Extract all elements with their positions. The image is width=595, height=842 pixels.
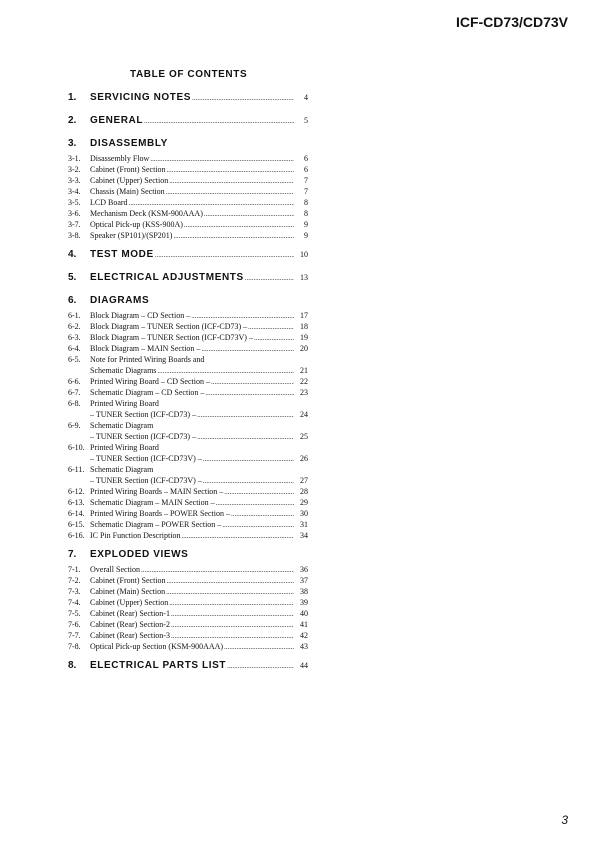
entry-title: Schematic Diagram – MAIN Section – [90,498,215,507]
entry-page: 6 [304,165,308,174]
entry-title: Block Diagram – TUNER Section (ICF-CD73) – [90,322,248,331]
entry-title: Schematic Diagram – CD Section – [90,388,205,397]
section-items [68,310,308,541]
entry-title: – TUNER Section (ICF-CD73) – [90,432,197,441]
leader-dots [157,367,294,375]
entry-number: 7-3. [68,587,81,596]
entry-page: 42 [300,631,308,640]
toc-section [68,138,308,241]
leader-dots [201,345,294,353]
toc-title: TABLE OF CONTENTS [130,69,248,80]
leader-dots [150,155,294,163]
toc-entry[interactable] [68,586,308,597]
toc-section [68,295,308,541]
entry-page: 37 [300,576,308,585]
toc-entry[interactable] [68,608,308,619]
entry-page: 23 [300,388,308,397]
section-page: 4 [304,93,308,102]
entry-page: 9 [304,231,308,240]
section-number: 6. [68,295,77,306]
entry-title: – TUNER Section (ICF-CD73) – [90,410,197,419]
entry-page: 27 [300,476,308,485]
leader-dots [227,662,294,670]
leader-dots [141,566,294,574]
leader-dots [231,510,294,518]
toc-entry[interactable] [68,475,308,486]
section-page: 5 [304,116,308,125]
toc-entry[interactable] [68,630,308,641]
entry-number: 7-4. [68,598,81,607]
entry-number: 6-13. [68,498,85,507]
section-heading[interactable] [68,92,308,107]
section-page: 44 [300,661,308,670]
leader-dots [197,433,294,441]
entry-number: 6-12. [68,487,85,496]
entry-number: 7-2. [68,576,81,585]
entry-title: Cabinet (Upper) Section [90,598,169,607]
entry-page: 17 [300,311,308,320]
model-header: ICF-CD73/CD73V [455,14,568,30]
section-title: DISASSEMBLY [90,138,168,149]
leader-dots [166,188,294,196]
leader-dots [155,251,294,259]
entry-page: 7 [304,176,308,185]
leader-dots [129,199,294,207]
entry-title: Block Diagram – TUNER Section (ICF-CD73V) – [90,333,253,342]
entry-title: Mechanism Deck (KSM-900AAA) [90,209,203,218]
entry-page: 30 [300,509,308,518]
entry-page: 26 [300,454,308,463]
section-title: SERVICING NOTES [90,92,192,103]
entry-page: 8 [304,198,308,207]
toc-entry[interactable] [68,332,308,343]
entry-title: Schematic Diagram – POWER Section – [90,520,222,529]
toc-entry[interactable] [68,409,308,420]
leader-dots [191,312,294,320]
entry-page: 9 [304,220,308,229]
toc-entry[interactable] [68,597,308,608]
toc-entry[interactable] [68,321,308,332]
entry-page: 8 [304,209,308,218]
toc-entry[interactable] [68,464,308,475]
toc-entry[interactable] [68,230,308,241]
leader-dots [167,577,294,585]
toc-entry[interactable] [68,519,308,530]
toc-entry[interactable] [68,508,308,519]
entry-title: Cabinet (Front) Section [90,576,166,585]
entry-title: Block Diagram – MAIN Section – [90,344,201,353]
entry-title: Cabinet (Rear) Section-1 [90,609,170,618]
entry-number: 6-8. [68,399,81,408]
leader-dots [203,477,294,485]
section-title: ELECTRICAL PARTS LIST [90,660,227,671]
entry-page: 38 [300,587,308,596]
toc-entry[interactable] [68,431,308,442]
section-title: EXPLODED VIEWS [90,549,189,560]
entry-title: Printed Wiring Boards – MAIN Section – [90,487,224,496]
entry-number: 6-5. [68,355,81,364]
section-heading[interactable] [68,138,308,153]
entry-title: Cabinet (Upper) Section [90,176,169,185]
entry-page: 20 [300,344,308,353]
entry-title: Printed Wiring Board [90,399,159,408]
entry-number: 6-7. [68,388,81,397]
entry-number: 6-15. [68,520,85,529]
leader-dots [211,378,294,386]
entry-page: 25 [300,432,308,441]
section-title: TEST MODE [90,249,154,260]
page-number: 3 [561,813,568,827]
entry-title: Speaker (SP101)/(SP201) [90,231,173,240]
toc-section [68,249,308,264]
entry-number: 6-3. [68,333,81,342]
entry-page: 43 [300,642,308,651]
entry-number: 6-6. [68,377,81,386]
entry-title: IC Pin Function Description [90,531,181,540]
section-title: ELECTRICAL ADJUSTMENTS [90,272,244,283]
toc-entry[interactable] [68,197,308,208]
leader-dots [204,210,294,218]
entry-number: 6-1. [68,311,81,320]
toc-entry[interactable] [68,219,308,230]
leader-dots [181,532,294,540]
toc-section [68,115,308,130]
leader-dots [203,455,294,463]
entry-number: 7-6. [68,620,81,629]
entry-number: 3-5. [68,198,81,207]
entry-page: 7 [304,187,308,196]
toc-entry[interactable] [68,153,308,164]
entry-title: – TUNER Section (ICF-CD73V) – [90,476,202,485]
entry-number: 3-6. [68,209,81,218]
entry-page: 39 [300,598,308,607]
entry-page: 36 [300,565,308,574]
section-heading[interactable] [68,249,308,264]
toc-entry[interactable] [68,530,308,541]
table-of-contents [68,92,308,683]
toc-entry[interactable] [68,420,308,431]
leader-dots [216,499,294,507]
toc-entry[interactable] [68,343,308,354]
entry-title: Overall Section [90,565,140,574]
entry-number: 7-8. [68,642,81,651]
entry-number: 3-4. [68,187,81,196]
entry-title: Printed Wiring Board – CD Section – [90,377,210,386]
leader-dots [197,411,294,419]
entry-page: 18 [300,322,308,331]
entry-page: 41 [300,620,308,629]
entry-number: 6-10. [68,443,85,452]
toc-entry[interactable] [68,564,308,575]
entry-title: Cabinet (Rear) Section-3 [90,631,170,640]
entry-title: Chassis (Main) Section [90,187,165,196]
leader-dots [224,643,294,651]
toc-entry[interactable] [68,575,308,586]
entry-page: 22 [300,377,308,386]
section-number: 7. [68,549,77,560]
toc-entry[interactable] [68,365,308,376]
entry-number: 7-5. [68,609,81,618]
section-number: 3. [68,138,77,149]
entry-number: 3-2. [68,165,81,174]
section-number: 1. [68,92,77,103]
entry-title: Cabinet (Front) Section [90,165,166,174]
toc-entry[interactable] [68,442,308,453]
entry-number: 6-14. [68,509,85,518]
toc-entry[interactable] [68,164,308,175]
section-heading[interactable] [68,660,308,675]
toc-entry[interactable] [68,354,308,365]
entry-number: 3-1. [68,154,81,163]
entry-number: 6-11. [68,465,85,474]
toc-entry[interactable] [68,619,308,630]
leader-dots [171,632,294,640]
entry-number: 6-9. [68,421,81,430]
toc-entry[interactable] [68,387,308,398]
leader-dots [184,221,294,229]
toc-section [68,92,308,107]
section-title: DIAGRAMS [90,295,150,306]
leader-dots [192,94,294,102]
section-heading[interactable] [68,549,308,564]
toc-entry[interactable] [68,186,308,197]
entry-title: Block Diagram – CD Section – [90,311,191,320]
toc-entry[interactable] [68,497,308,508]
section-number: 4. [68,249,77,260]
section-title: GENERAL [90,115,144,126]
leader-dots [173,232,294,240]
entry-title: Schematic Diagrams [90,366,157,375]
leader-dots [224,488,294,496]
entry-title: – TUNER Section (ICF-CD73V) – [90,454,202,463]
section-page: 13 [300,273,308,282]
section-page: 10 [300,250,308,259]
entry-page: 40 [300,609,308,618]
toc-entry[interactable] [68,175,308,186]
toc-entry[interactable] [68,453,308,464]
leader-dots [254,334,294,342]
toc-section [68,272,308,287]
entry-page: 31 [300,520,308,529]
leader-dots [167,166,294,174]
leader-dots [144,117,294,125]
entry-number: 7-1. [68,565,81,574]
section-items [68,153,308,241]
entry-number: 7-7. [68,631,81,640]
entry-page: 21 [300,366,308,375]
entry-title: Printed Wiring Boards – POWER Section – [90,509,230,518]
entry-page: 6 [304,154,308,163]
section-number: 5. [68,272,77,283]
section-number: 8. [68,660,77,671]
entry-title: Schematic Diagram [90,465,154,474]
leader-dots [205,389,294,397]
entry-page: 28 [300,487,308,496]
leader-dots [169,599,294,607]
section-heading[interactable] [68,272,308,287]
leader-dots [166,588,294,596]
entry-number: 6-4. [68,344,81,353]
toc-entry[interactable] [68,310,308,321]
toc-entry[interactable] [68,486,308,497]
toc-section [68,549,308,652]
entry-number: 6-2. [68,322,81,331]
entry-number: 3-3. [68,176,81,185]
entry-title: Printed Wiring Board [90,443,159,452]
section-heading[interactable] [68,295,308,310]
entry-title: Optical Pick-up (KSS-900A) [90,220,183,229]
leader-dots [169,177,294,185]
entry-number: 6-16. [68,531,85,540]
leader-dots [245,274,294,282]
toc-entry[interactable] [68,376,308,387]
entry-page: 34 [300,531,308,540]
entry-page: 29 [300,498,308,507]
toc-entry[interactable] [68,641,308,652]
entry-page: 19 [300,333,308,342]
leader-dots [171,621,294,629]
entry-title: Cabinet (Main) Section [90,587,166,596]
entry-title: Disassembly Flow [90,154,150,163]
leader-dots [171,610,294,618]
entry-title: Schematic Diagram [90,421,154,430]
entry-title: Optical Pick-up Section (KSM-900AAA) [90,642,224,651]
section-heading[interactable] [68,115,308,130]
entry-page: 24 [300,410,308,419]
entry-title: Note for Printed Wiring Boards and [90,355,205,364]
section-number: 2. [68,115,77,126]
entry-number: 3-8. [68,231,81,240]
entry-title: LCD Board [90,198,128,207]
entry-title: Cabinet (Rear) Section-2 [90,620,170,629]
toc-section [68,660,308,675]
entry-number: 3-7. [68,220,81,229]
section-items [68,564,308,652]
toc-entry[interactable] [68,398,308,409]
toc-entry[interactable] [68,208,308,219]
leader-dots [222,521,294,529]
leader-dots [248,323,294,331]
